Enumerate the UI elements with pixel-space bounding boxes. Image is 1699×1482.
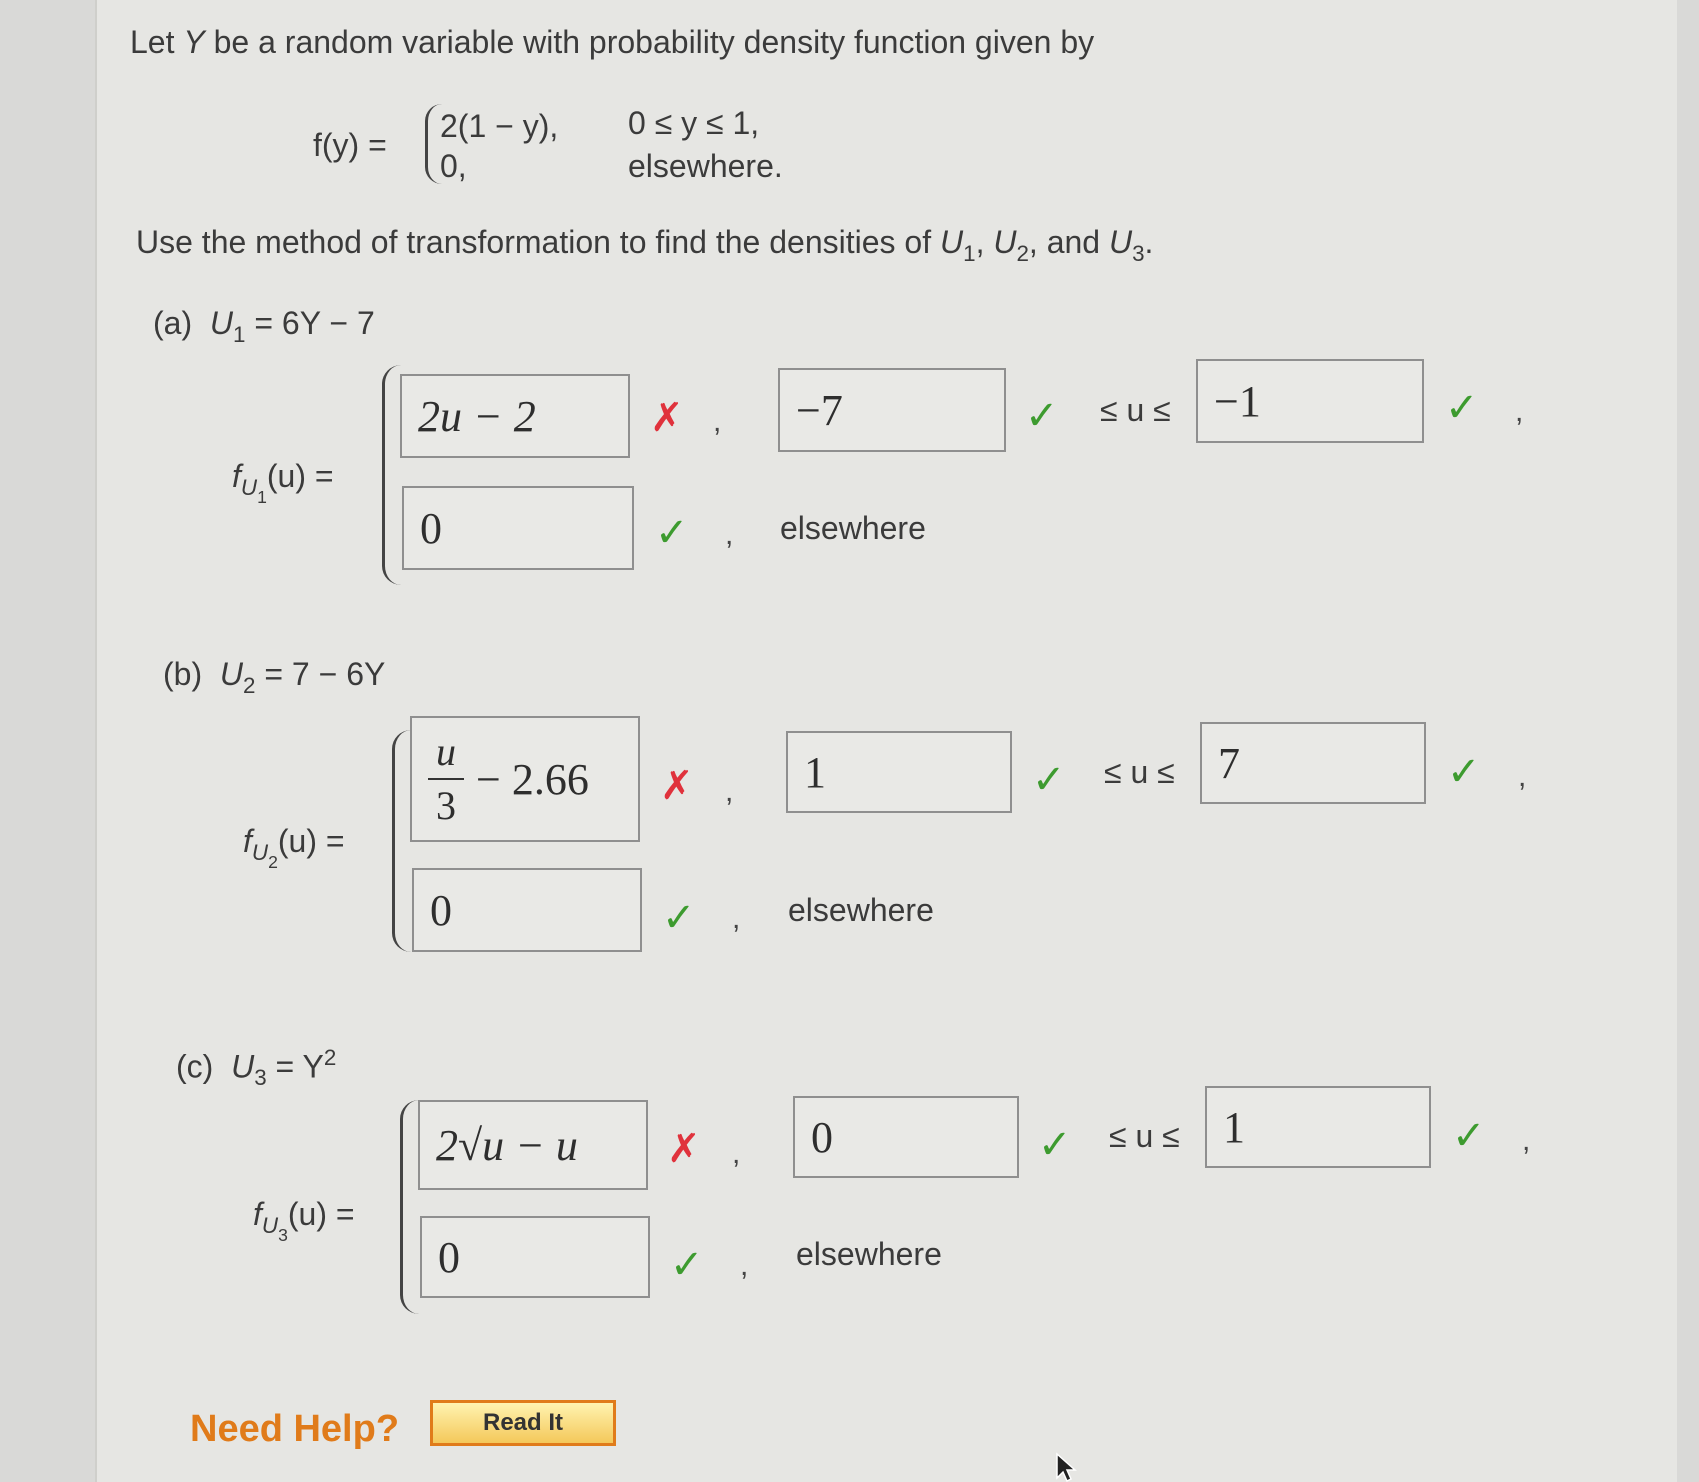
part-definition: = Y [266, 1048, 324, 1085]
denominator: 3 [436, 783, 456, 828]
f-sub: U [261, 1212, 279, 1238]
expr-rest: − 2.66 [476, 754, 589, 804]
part-var-sub: 1 [233, 321, 246, 347]
check-icon: ✓ [1445, 386, 1479, 430]
part-c-f-label [253, 1196, 355, 1246]
f: f [253, 1196, 262, 1232]
comma: , [740, 1249, 749, 1282]
part-c-lower-input[interactable] [793, 1096, 1019, 1178]
comma: , [1518, 760, 1527, 793]
check-icon: ✓ [670, 1243, 704, 1287]
part-c-heading [176, 1045, 336, 1091]
part-b-else-input[interactable] [412, 868, 642, 952]
part-a-heading [153, 305, 375, 348]
fraction-bar [428, 778, 464, 780]
comma: , [1522, 1124, 1531, 1157]
pdf-case1-cond: 0 ≤ y ≤ 1, [628, 105, 760, 141]
f-subsub: 1 [257, 486, 267, 507]
part-label: (c) [176, 1048, 214, 1085]
f-subsub: 2 [268, 851, 278, 872]
part-label: (a) [153, 305, 193, 341]
part-b-lower-input[interactable] [786, 731, 1012, 813]
elsewhere-label: elsewhere [788, 892, 934, 928]
inequality: ≤ u ≤ [1109, 1118, 1180, 1154]
read-it-button[interactable]: Read It [430, 1400, 616, 1446]
input-value: 7 [1218, 738, 1240, 788]
part-var-sub: 3 [254, 1065, 267, 1091]
var-u2: U [993, 224, 1017, 260]
input-value: 1 [1223, 1102, 1245, 1152]
pdf-case1-expr: 2(1 − y), [440, 108, 559, 144]
part-b-brace [392, 730, 411, 952]
f-sub: U [251, 839, 269, 865]
sub-3: 3 [1132, 240, 1145, 266]
f: f [243, 823, 252, 859]
fraction [428, 729, 464, 828]
sep-and: , and [1028, 224, 1109, 260]
part-b-f-label [243, 823, 345, 873]
elsewhere-label: elsewhere [796, 1236, 942, 1272]
exponent: 2 [323, 1045, 337, 1070]
need-help-label: Need Help? [190, 1408, 400, 1450]
check-icon: ✓ [662, 896, 696, 940]
part-a-lower-input[interactable] [778, 368, 1006, 452]
instruction [136, 224, 1153, 267]
f: f [232, 458, 241, 494]
input-value: −1 [1214, 376, 1261, 426]
numerator: u [436, 729, 456, 774]
incorrect-icon: ✗ [667, 1127, 701, 1171]
incorrect-icon: ✗ [650, 396, 684, 440]
inequality: ≤ u ≤ [1100, 392, 1171, 428]
pdf-label: f(y) = [313, 127, 387, 163]
var-u3: U [1108, 224, 1133, 260]
incorrect-icon: ✗ [660, 764, 694, 808]
comma: , [732, 1137, 741, 1170]
part-var-sub: 2 [243, 672, 256, 698]
pdf-case2-expr: 0, [440, 148, 467, 184]
check-icon: ✓ [1452, 1114, 1486, 1158]
input-value: 0 [438, 1232, 460, 1282]
comma: , [725, 775, 734, 808]
part-a-brace [382, 365, 401, 585]
part-b-upper-input[interactable] [1200, 722, 1426, 804]
input-value: −7 [796, 385, 843, 435]
sub-2: 2 [1016, 240, 1029, 266]
part-c-upper-input[interactable] [1205, 1086, 1431, 1168]
comma: , [1515, 395, 1524, 428]
f-args: (u) = [287, 1196, 355, 1232]
part-definition: = 7 − 6Y [255, 656, 386, 692]
check-icon: ✓ [1025, 394, 1059, 438]
check-icon: ✓ [1447, 750, 1481, 794]
part-c-expr-input[interactable] [418, 1100, 648, 1190]
part-a-expr-input[interactable] [400, 374, 630, 458]
comma: , [713, 405, 722, 438]
part-a-upper-input[interactable] [1196, 359, 1424, 443]
inequality: ≤ u ≤ [1104, 754, 1175, 790]
part-c-brace [400, 1100, 419, 1314]
intro-text: Let [130, 24, 184, 60]
input-value: 2u − 2 [418, 391, 536, 441]
pdf-case2-cond: elsewhere. [628, 148, 783, 184]
elsewhere-label: elsewhere [780, 510, 926, 546]
intro-text-rest: be a random variable with probability density function given by [204, 24, 1095, 60]
check-icon: ✓ [655, 511, 689, 555]
check-icon: ✓ [1038, 1123, 1072, 1167]
period: . [1144, 224, 1154, 260]
input-value: 2√u − u [436, 1120, 578, 1170]
f-args: (u) = [266, 458, 334, 494]
input-value: 0 [430, 885, 452, 935]
input-value: 0 [420, 503, 442, 553]
variable-y: Y [183, 24, 205, 60]
input-value: 0 [811, 1112, 833, 1162]
f-sub: U [240, 474, 258, 500]
input-value: 1 [804, 747, 826, 797]
comma: , [732, 902, 741, 935]
part-a-f-label [232, 458, 334, 508]
part-a-else-input[interactable] [402, 486, 634, 570]
sep: , [975, 224, 994, 260]
part-var: U [219, 656, 243, 692]
mouse-cursor-icon [1055, 1452, 1077, 1482]
problem-statement [130, 24, 1094, 61]
f-args: (u) = [277, 823, 345, 859]
sub-1: 1 [963, 240, 976, 266]
check-icon: ✓ [1032, 758, 1066, 802]
part-var: U [209, 305, 233, 341]
f-subsub: 3 [278, 1224, 288, 1245]
comma: , [725, 518, 734, 551]
part-b-heading [163, 656, 385, 699]
instruction-text: Use the method of transformation to find the densities of [136, 224, 940, 260]
part-label: (b) [163, 656, 203, 692]
part-c-else-input[interactable] [420, 1216, 650, 1298]
part-b-expr-input[interactable] [410, 716, 640, 842]
var-u1: U [940, 224, 964, 260]
part-var: U [231, 1048, 255, 1085]
part-definition: = 6Y − 7 [245, 305, 375, 341]
